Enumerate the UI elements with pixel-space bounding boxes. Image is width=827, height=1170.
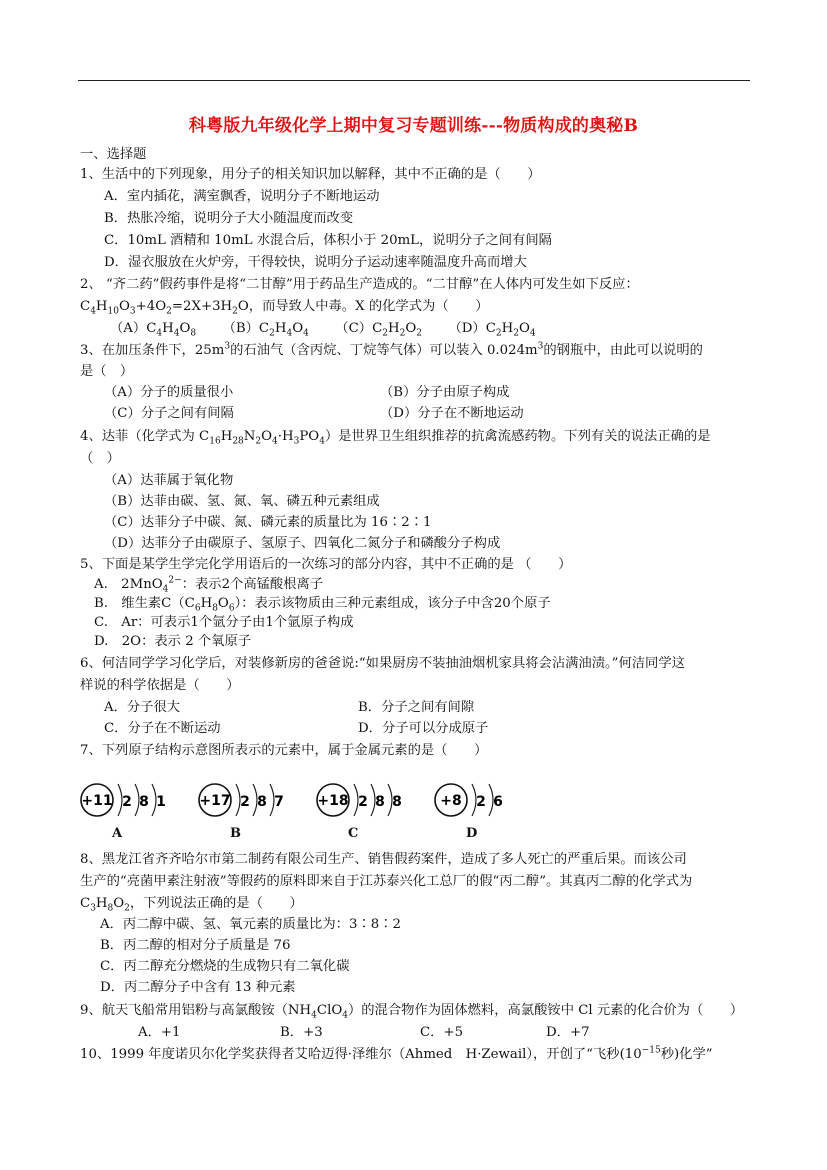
- shell-electron-count: 7: [274, 794, 284, 810]
- q4-stem: 4、达菲（化学式为 $C_{16}H_{28}N_2O_4\cdot H_3PO_4$）是世界卫生组织推荐的抗禽流感药物。下列有关的说法正确的是: [80, 429, 711, 447]
- q8-option-c: C．丙二醇充分燃烧的生成物只有二氧化碳: [100, 959, 350, 974]
- q6-option-a: A．分子很大: [104, 700, 181, 715]
- q6-option-c: C．分子在不断运动: [104, 721, 221, 736]
- q1-option-c: C．10mL 酒精和 10mL 水混合后，体积小于 20mL，说明分子之间有间隔: [104, 233, 552, 248]
- shell-electron-count: 2: [358, 794, 368, 810]
- q6-stem-cont: 样说的科学依据是（ ）: [80, 678, 240, 693]
- header-rule: [78, 80, 750, 81]
- shell-electron-count: 6: [493, 794, 503, 810]
- q5-option-b: B. 维生素$C(C_6H_8O_6)$：表示该物质由三种元素组成，该分子中含20个原子: [94, 596, 551, 614]
- shell-electron-count: 1: [156, 794, 166, 810]
- q2-equation: $C_4H_{10}O_3+4O_2=2X+3H_2O$，而导致人中毒。X 的化学式为（ ）: [80, 299, 489, 317]
- q4-option-c: （C）达菲分子中碳、氮、磷元素的质量比为 16∶2∶1: [104, 515, 432, 530]
- q5-option-d: D. 2O：表示 2 个氧原子: [94, 634, 252, 649]
- nucleus-charge: +8: [440, 793, 462, 809]
- q2-options: [110, 320, 536, 338]
- q6-option-b: B．分子之间有间隙: [358, 700, 475, 715]
- q9-option-c: C．+5: [420, 1025, 464, 1040]
- atom-diagram-b: [198, 780, 318, 840]
- q6-stem: 6、何洁同学学习化学后，对装修新房的爸爸说:“如果厨房不装抽油烟机家具将会沾满油渍。”何洁同学这: [80, 656, 685, 671]
- atom-diagram-d: [434, 780, 554, 840]
- shell-electron-count: 2: [240, 794, 250, 810]
- q4-stem-cont: （ ）: [80, 451, 120, 466]
- q5-option-c: C. Ar：可表示1个氩分子由1个氩原子构成: [94, 615, 354, 630]
- atom-label: C: [348, 826, 359, 841]
- q9-option-d: D．+7: [546, 1025, 590, 1040]
- q6-option-d: D．分子可以分成原子: [358, 721, 489, 736]
- atom-svg: [80, 780, 190, 824]
- q8-stem-cont: 生产的“亮菌甲素注射液”等假药的原料即来自于江苏泰兴化工总厂的假“丙二醇”。其真丙二醇的化学式为: [80, 874, 693, 889]
- nucleus-charge: +11: [81, 793, 113, 809]
- shell-electron-count: 2: [476, 794, 486, 810]
- atom-svg: [198, 780, 308, 824]
- q2-stem: 2、 “齐二药”假药事件是将“二甘醇”用于药品生产造成的。“二甘醇”在人体内可发生如下反应：: [80, 277, 639, 292]
- nucleus-charge: +18: [317, 793, 349, 809]
- q5-stem: 5、下面是某学生学完化学用语后的一次练习的部分内容，其中不正确的是 （ ）: [80, 557, 572, 572]
- q3-option-d: （D）分子在不断地运动: [380, 406, 524, 421]
- q3-stem-cont: 是（ ）: [80, 364, 134, 379]
- q8-option-d: D．丙二醇分子中含有 13 种元素: [100, 980, 296, 995]
- atom-label: D: [466, 826, 478, 841]
- q8-option-a: A．丙二醇中碳、氢、氧元素的质量比为：3∶8∶2: [100, 917, 401, 932]
- q8-formula-line: $C_3H_8O_2$，下列说法正确的是（ ）: [80, 896, 303, 914]
- q9-option-a: A．+1: [138, 1025, 181, 1040]
- q4-option-a: （A）达菲属于氧化物: [104, 473, 234, 488]
- q2-option-a: $(A)C_4H_4O_8$: [110, 321, 197, 339]
- q10-stem: 10、1999 年度诺贝尔化学奖获得者艾哈迈得·泽维尔（Ahmed H·Zewail），开创了“飞秒($10^{-15}$秒)化学”: [80, 1045, 713, 1062]
- q4-option-b: （B）达菲由碳、氢、氮、氧、磷五种元素组成: [104, 494, 380, 509]
- nucleus-charge: +17: [199, 793, 231, 809]
- q8-stem: 8、黑龙江省齐齐哈尔市第二制药有限公司生产、销售假药案件，造成了多人死亡的严重后果。而该公司: [80, 852, 687, 867]
- q7-stem: 7、下列原子结构示意图所表示的元素中，属于金属元素的是（ ）: [80, 743, 488, 758]
- atom-svg: [316, 780, 426, 824]
- q3-option-c: （C）分子之间有间隔: [104, 406, 234, 421]
- atom-diagram-a: [80, 780, 200, 840]
- atom-diagram-c: [316, 780, 436, 840]
- q3-stem: 3、在加压条件下，$25m^3$的石油气（含丙烷、丁烷等气体）可以装入 $0.024m^3$的钢瓶中，由此可以说明的: [80, 341, 703, 358]
- q1-option-b: B．热胀冷缩，说明分子大小随温度而改变: [104, 211, 354, 226]
- q1-stem: 1、生活中的下列现象，用分子的相关知识加以解释，其中不正确的是（ ）: [80, 167, 541, 182]
- q3-option-a: （A）分子的质量很小: [104, 385, 234, 400]
- q4-option-d: （D）达菲分子由碳原子、氢原子、四氧化二氮分子和磷酸分子构成: [104, 536, 501, 551]
- q3-option-b: （B）分子由原子构成: [380, 385, 510, 400]
- q2-option-c: $(C)C_2H_2O_2$: [335, 321, 422, 339]
- atom-label: B: [230, 826, 241, 841]
- q2-option-b: $(B)C_2H_4O_4$: [222, 321, 309, 339]
- shell-electron-count: 8: [375, 794, 385, 810]
- page-title: 科粤版九年级化学上期中复习专题训练---物质构成的奥秘B: [188, 116, 639, 136]
- q1-option-d: D．湿衣服放在火炉旁，干得较快，说明分子运动速率随温度升高而增大: [104, 255, 527, 270]
- q8-option-b: B．丙二醇的相对分子质量是 76: [100, 938, 291, 953]
- shell-electron-count: 8: [139, 794, 149, 810]
- shell-electron-count: 8: [257, 794, 267, 810]
- atom-label: A: [112, 826, 123, 841]
- section-heading: 一、选择题: [80, 147, 147, 162]
- q2-option-d: $(D)C_2H_2O_4$: [448, 321, 536, 339]
- q1-option-a: A．室内插花，满室飘香，说明分子不断地运动: [104, 189, 380, 204]
- q9-stem: 9、航天飞船常用铝粉与高氯酸铵$(NH_4ClO_4)$的混合物作为固体燃料，高氯酸铵中 Cl 元素的化合价为（ ）: [80, 1003, 744, 1021]
- q9-option-b: B．+3: [280, 1025, 323, 1040]
- shell-electron-count: 8: [392, 794, 402, 810]
- atom-svg: [434, 780, 544, 824]
- shell-electron-count: 2: [122, 794, 132, 810]
- q5-option-a: A. 2MnO$_4^{2-}$：表示2个高锰酸根离子: [94, 575, 324, 595]
